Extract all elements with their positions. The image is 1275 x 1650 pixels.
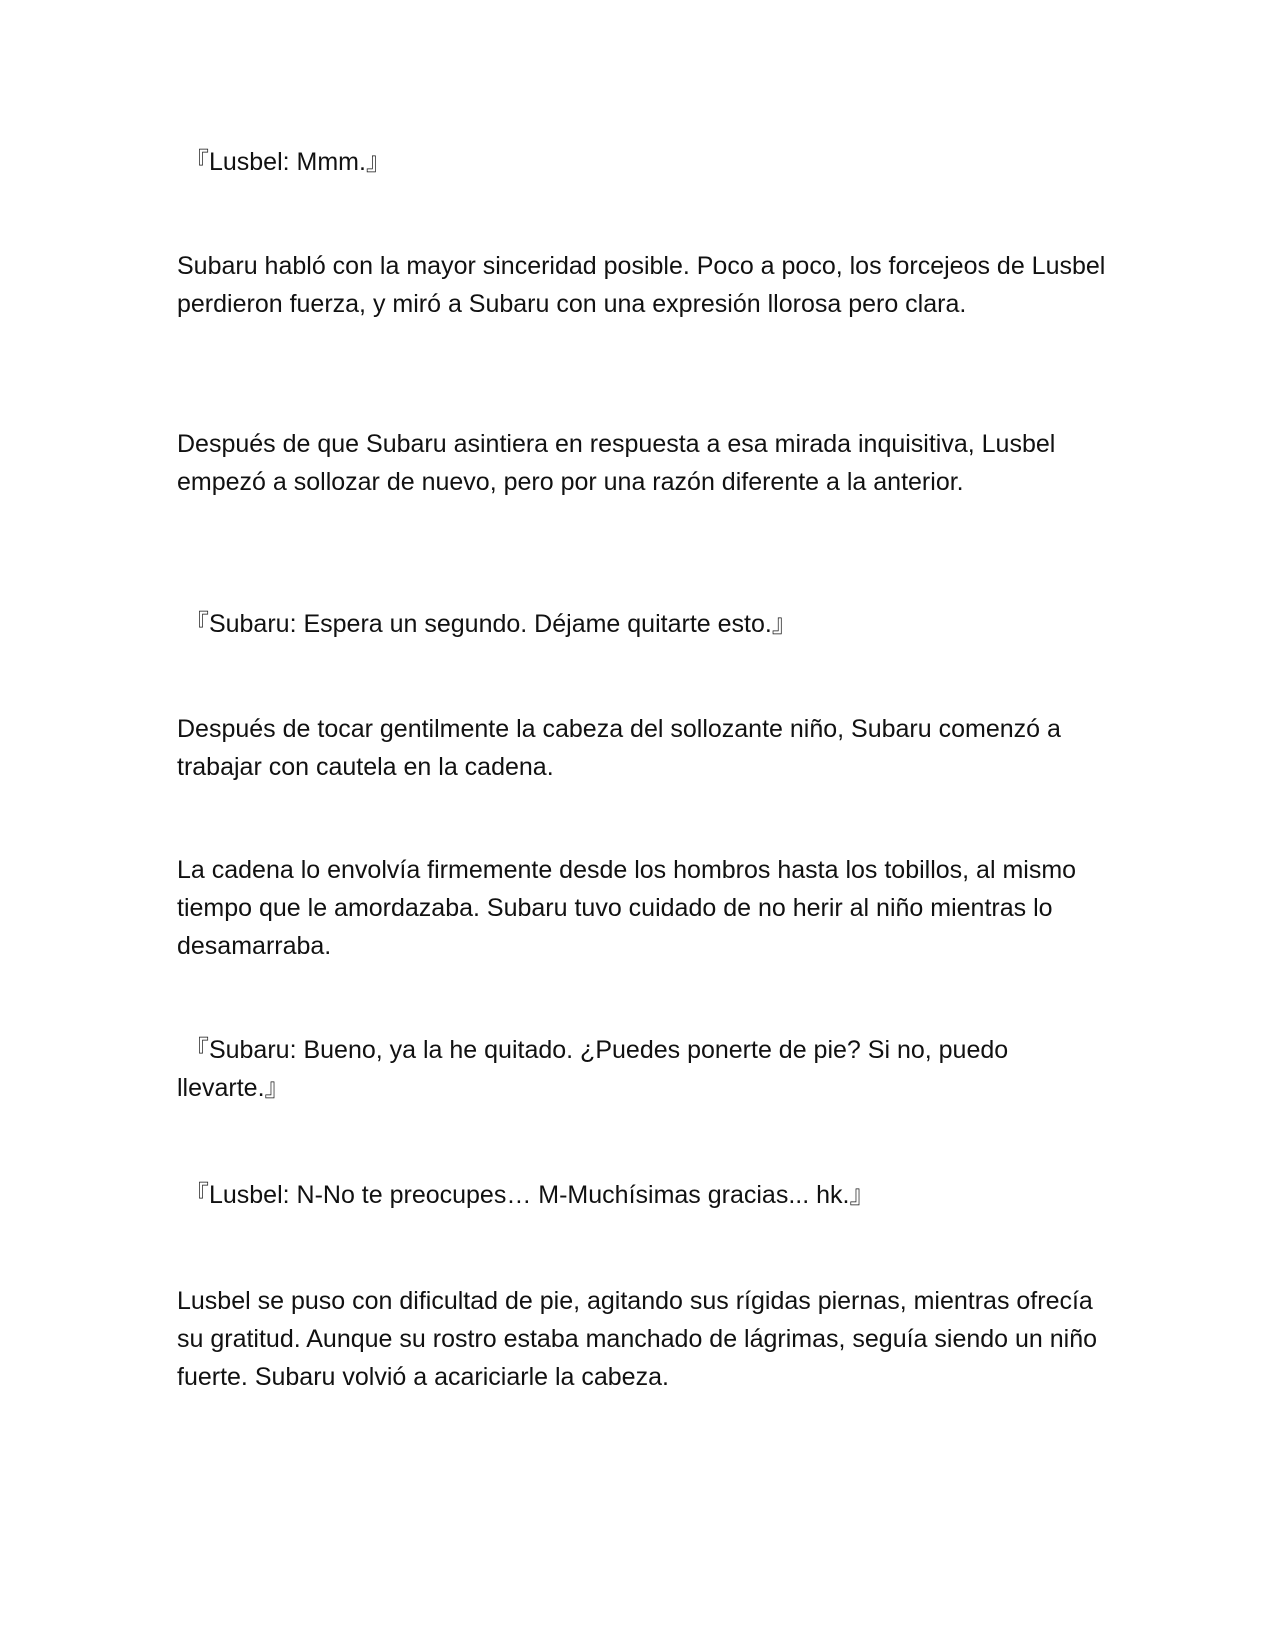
dialogue-line-subaru-espera: 『Subaru: Espera un segundo. Déjame quitarte esto.』	[177, 610, 797, 638]
narration-paragraph: Después de tocar gentilmente la cabeza del sollozante niño, Subaru comenzó a trabajar con cautela en la cadena.	[177, 715, 1068, 781]
dialogue-line-lusbel-mmm: 『Lusbel: Mmm.』	[177, 148, 391, 176]
narration-paragraph: Lusbel se puso con dificultad de pie, agitando sus rígidas piernas, mientras ofrecía su gratitud. Aunque su rostro estaba manchado de lágrimas, seguía siendo un niño fuerte. Subaru volvió a acariciarle la cabeza.	[177, 1287, 1104, 1391]
narration-paragraph: Después de que Subaru asintiera en respuesta a esa mirada inquisitiva, Lusbel empezó a sollozar de nuevo, pero por una razón diferente a la anterior.	[177, 430, 1063, 496]
narration-paragraph: Subaru habló con la mayor sinceridad posible. Poco a poco, los forcejeos de Lusbel perdieron fuerza, y miró a Subaru con una expresión llorosa pero clara.	[177, 252, 1113, 318]
dialogue-line-subaru-bueno: 『Subaru: Bueno, ya la he quitado. ¿Puedes ponerte de pie? Si no, puedo llevarte.』	[177, 1036, 1016, 1102]
narration-paragraph: La cadena lo envolvía firmemente desde los hombros hasta los tobillos, al mismo tiempo que le amordazaba. Subaru tuvo cuidado de no herir al niño mientras lo desamarraba.	[177, 856, 1084, 960]
dialogue-line-lusbel-gracias: 『Lusbel: N-No te preocupes… M-Muchísimas gracias... hk.』	[177, 1181, 875, 1209]
